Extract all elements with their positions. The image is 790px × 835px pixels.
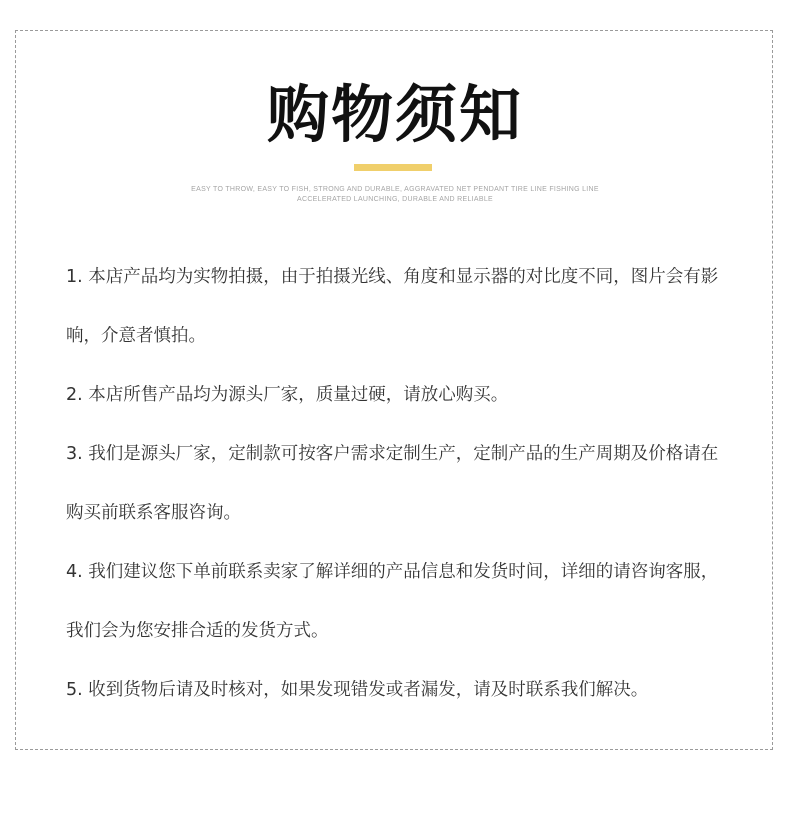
page-title: 购物须知 xyxy=(266,78,523,151)
notice-item-3: 3. 我们是源头厂家，定制款可按客户需求定制生产，定制产品的生产周期及价格请在购买前联系客服咨询。 xyxy=(66,444,719,523)
subtitle xyxy=(0,185,790,205)
notice-item-5: 5. 收到货物后请及时核对，如果发现错发或者漏发，请及时联系我们解决。 xyxy=(66,680,649,700)
notice-item-1: 1. 本店产品均为实物拍摄，由于拍摄光线、角度和显示器的对比度不同，图片会有影响，介意者慎拍。 xyxy=(66,267,719,346)
notice-item-2: 2. 本店所售产品均为源头厂家，质量过硬，请放心购买。 xyxy=(66,385,509,405)
title-accent-bar xyxy=(354,164,432,171)
notice-list xyxy=(66,248,731,720)
notice-item-4: 4. 我们建议您下单前联系卖家了解详细的产品信息和发货时间，详细的请咨询客服，我们会为您安排合适的发货方式。 xyxy=(66,562,719,641)
subtitle-line-1: EASY TO THROW, EASY TO FISH, STRONG AND DURABLE, AGGRAVATED NET PENDANT TIRE LINE FISHING LINE xyxy=(191,186,599,193)
subtitle-line-2: ACCELERATED LAUNCHING, DURABLE AND RELIABLE xyxy=(297,196,493,203)
